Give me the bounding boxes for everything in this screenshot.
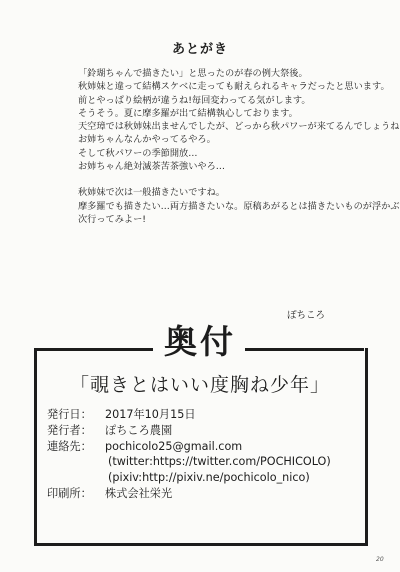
printer-value: 株式会社栄光 xyxy=(105,486,173,500)
book-title: 「覗きとはいい度胸ね少年」 xyxy=(69,374,330,396)
publisher-row xyxy=(47,423,331,439)
contact-row xyxy=(47,439,331,455)
afterword-line: お姉ちゃんなんかやってるやろ。 xyxy=(78,134,216,146)
publisher-value: ぽちころ農園 xyxy=(105,423,173,437)
publisher-label: 発行者： xyxy=(47,423,92,437)
afterword-title: あとがき xyxy=(171,42,228,57)
afterword-line: そうそう。夏に摩多羅が出て結構執心しております。 xyxy=(78,107,298,119)
colophon-title: 奥付 xyxy=(164,322,236,361)
afterword-line: 天空璋では秋姉妹出ませんでしたが、どっから秋パワーが来てるんでしょうね xyxy=(78,121,400,133)
afterword-line: 「鈴瑚ちゃんで描きたい」と思ったのが春の例大祭後。 xyxy=(78,68,308,79)
contact-label: 連絡先： xyxy=(47,439,92,453)
afterword-line: お姉ちゃん絶対滅茶苦茶強いやろ… xyxy=(78,161,225,173)
publish-date-value: 2017年10月15日 xyxy=(105,408,196,421)
afterword-line: 秋姉妹と違って結構スケベに走っても耐えられるキャラだったと思います。 xyxy=(78,81,390,93)
printer-label: 印刷所： xyxy=(47,486,92,500)
afterword-line: 摩多羅でも描きたい…両方描きたいな。原稿あがるとは描きたいものが浮かぶ xyxy=(78,200,400,212)
afterword-line: 秋姉妹で次は一般描きたいですね。 xyxy=(78,187,225,199)
publish-date-row xyxy=(47,407,331,423)
contact-email: pochicolo25@gmail.com xyxy=(105,439,243,453)
publish-date-label: 発行日： xyxy=(47,408,92,421)
author-signature: ぽちころ xyxy=(287,310,326,321)
afterword-line: 前とやっぱり絵柄が違うね!毎回変わってる気がします。 xyxy=(78,94,311,106)
afterword-line: そして秋パワーの季節開放… xyxy=(78,147,198,159)
printer-row xyxy=(47,486,331,502)
page-number: 20 xyxy=(376,556,384,563)
contact-pixiv: (pixiv:http://pixiv.ne/pochicolo_nico) xyxy=(108,471,310,485)
colophon-info xyxy=(47,407,331,502)
afterword-line: 次行ってみよー! xyxy=(78,213,146,225)
afterword-body xyxy=(78,67,398,226)
contact-twitter: (twitter:https://twitter.com/POCHICOLO) xyxy=(108,455,331,469)
